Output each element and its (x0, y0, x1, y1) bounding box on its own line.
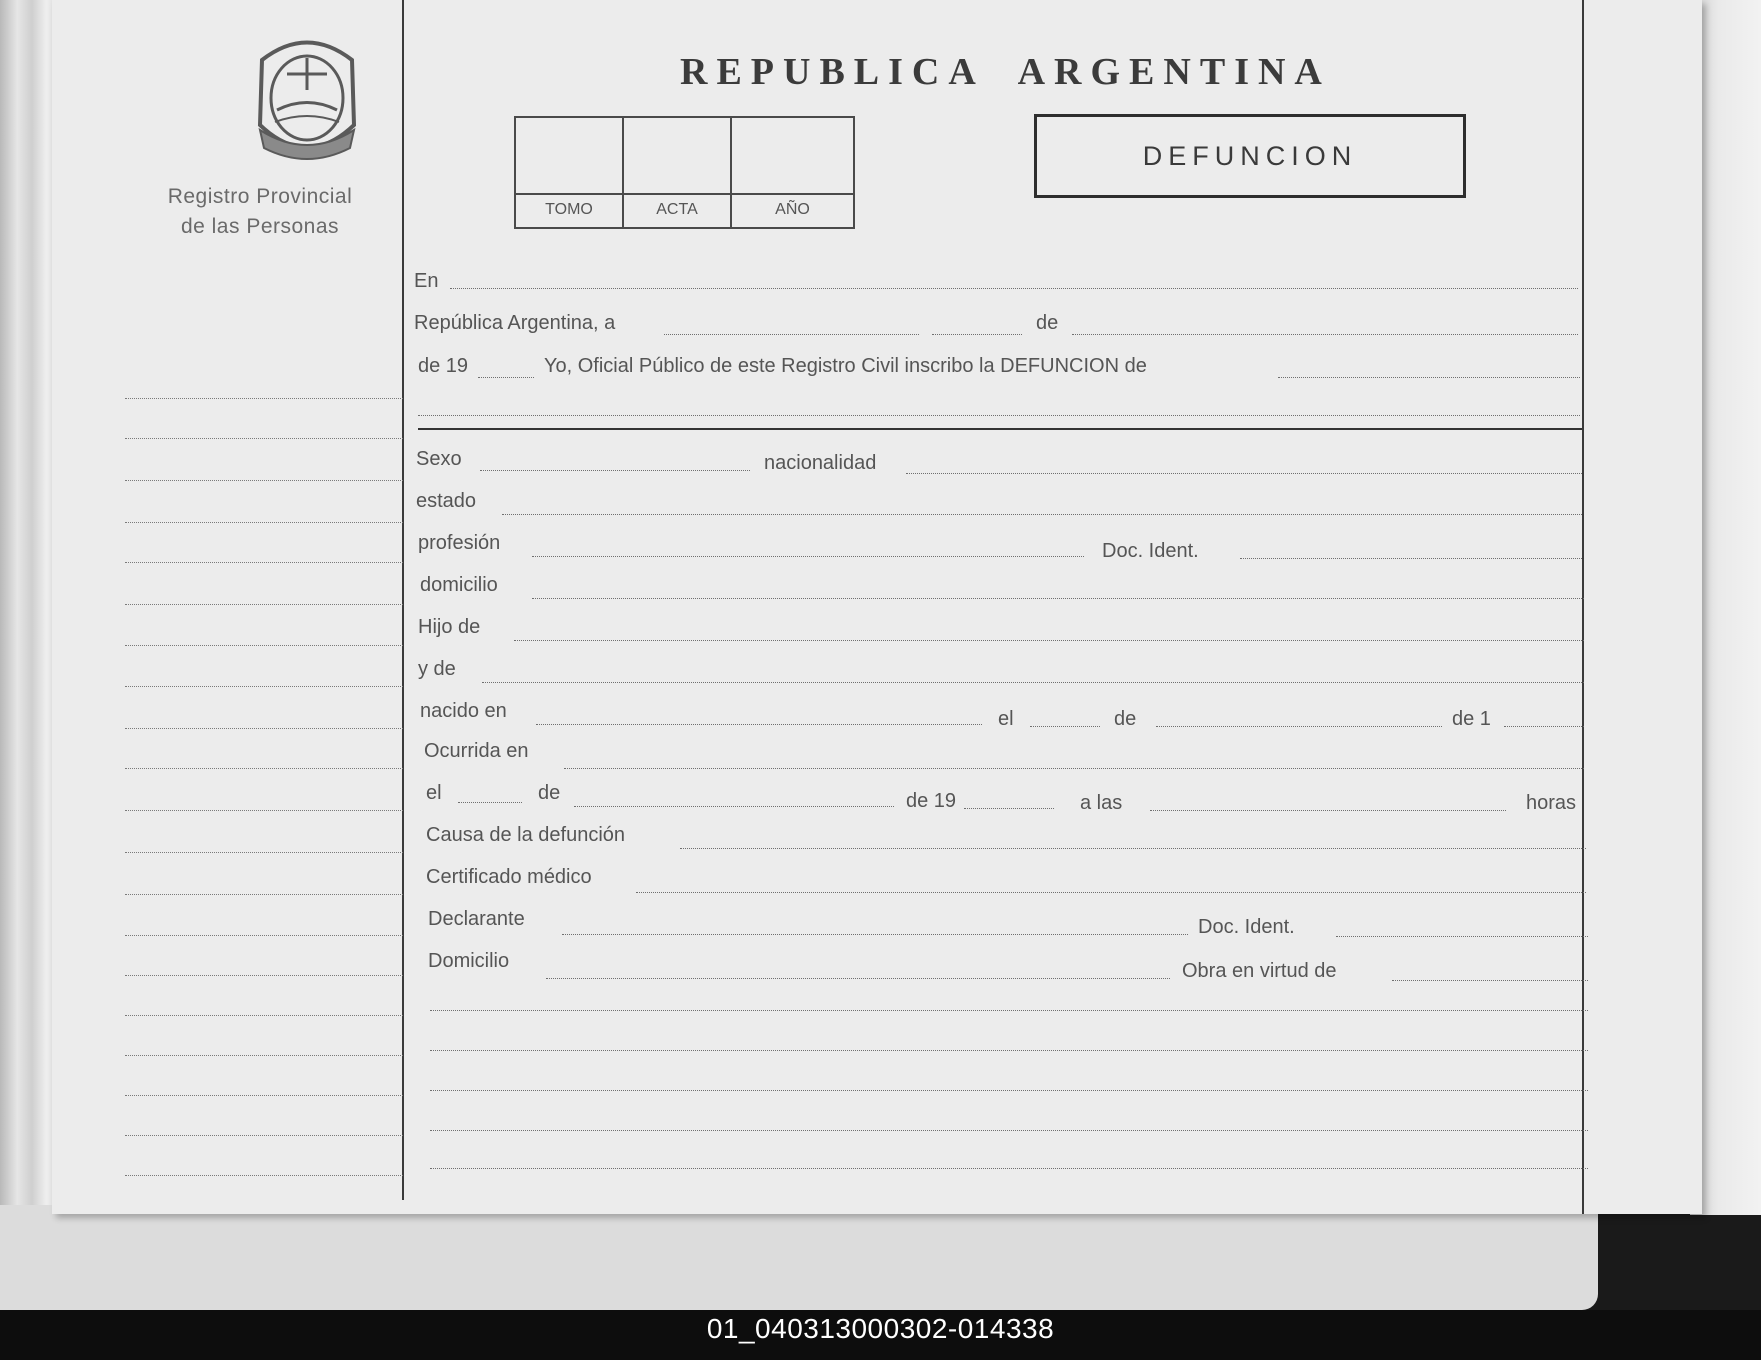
label-de: de (1036, 312, 1059, 334)
row-oficial (414, 355, 1580, 385)
blank-nacionalidad[interactable] (906, 473, 1582, 474)
death-certificate-form (52, 0, 1702, 1214)
label-de-1: de 1 (1452, 708, 1491, 730)
label-nacionalidad: nacionalidad (764, 452, 877, 474)
row-certificado (426, 866, 1586, 896)
blank-day[interactable] (664, 334, 919, 335)
margin-line (125, 1055, 403, 1056)
blank-line[interactable] (430, 1010, 1588, 1011)
registry-name-line1: Registro Provincial (167, 185, 353, 208)
label-nacido-en: nacido en (420, 700, 507, 722)
row-en (414, 270, 1580, 300)
blank-hour[interactable] (1150, 810, 1506, 811)
label-profesion: profesión (418, 532, 501, 554)
label-el: el (998, 708, 1014, 730)
label-hijo-de: Hijo de (418, 616, 481, 638)
blank-estado[interactable] (502, 514, 1582, 515)
image-file-id: 01_040313000302-014338 (706, 1313, 1055, 1344)
book-spine-edge (0, 0, 58, 1205)
blank-birthplace[interactable] (536, 724, 982, 725)
row-profesion (418, 532, 1584, 562)
record-type-label: DEFUNCION (1142, 141, 1358, 171)
margin-line (125, 1175, 403, 1176)
section-rule (418, 428, 1582, 430)
provincial-seal-icon (242, 30, 372, 170)
label-obra: Obra en virtud de (1182, 960, 1337, 982)
margin-line (125, 604, 403, 605)
margin-line (125, 810, 403, 811)
label-de-2: de (538, 782, 561, 804)
acta-label: ACTA (624, 193, 730, 227)
right-border (1582, 0, 1584, 1214)
blank-deceased-name[interactable] (1278, 377, 1580, 378)
margin-line (125, 852, 403, 853)
label-a-las: a las (1080, 792, 1123, 814)
margin-line (125, 522, 403, 523)
row-nacido (420, 700, 1584, 730)
label-declarante: Declarante (428, 908, 525, 930)
blank-sexo[interactable] (480, 470, 750, 471)
blank-doc-ident[interactable] (1240, 558, 1582, 559)
blank-month[interactable] (1072, 334, 1578, 335)
blank-birth-year[interactable] (1504, 726, 1584, 727)
row-domicilio-2 (428, 950, 1588, 980)
blank-obra[interactable] (1392, 980, 1588, 981)
blank-death-year[interactable] (964, 808, 1054, 809)
tomo-cell[interactable] (516, 118, 624, 227)
record-type-box (1034, 114, 1466, 198)
blank-domicilio-2[interactable] (546, 978, 1170, 979)
row-date (414, 312, 1580, 342)
row-sexo (416, 448, 1582, 478)
margin-line (125, 975, 403, 976)
row-y-de (418, 658, 1584, 688)
row-ocurrida (424, 740, 1584, 770)
label-doc-ident-2: Doc. Ident. (1198, 916, 1295, 938)
blank-death-place[interactable] (564, 768, 1584, 769)
label-certificado: Certificado médico (426, 866, 592, 888)
tomo-label: TOMO (516, 193, 622, 227)
row-name-continued (418, 395, 1580, 425)
margin-line (125, 1135, 403, 1136)
blank-doc-ident-2[interactable] (1336, 936, 1588, 937)
margin-line (125, 894, 403, 895)
margin-line (125, 438, 403, 439)
blank-birth-month[interactable] (1156, 726, 1442, 727)
label-ocurrida-en: Ocurrida en (424, 740, 529, 762)
label-doc-ident: Doc. Ident. (1102, 540, 1199, 562)
label-domicilio: domicilio (420, 574, 498, 596)
row-causa (426, 824, 1586, 854)
label-estado: estado (416, 490, 477, 512)
anio-label: AÑO (732, 193, 853, 227)
margin-divider (402, 0, 404, 1200)
blank-certificado[interactable] (636, 892, 1586, 893)
blank-name-continued[interactable] (418, 415, 1580, 416)
blank-line[interactable] (430, 1090, 1588, 1091)
blank-death-day[interactable] (458, 802, 522, 803)
row-hijo-de (418, 616, 1584, 646)
margin-line (125, 1015, 403, 1016)
label-de19: de 19 (418, 355, 469, 377)
blank-line[interactable] (430, 1050, 1588, 1051)
label-causa: Causa de la defunción (426, 824, 626, 846)
blank-month-a[interactable] (932, 334, 1022, 335)
label-en: En (414, 270, 439, 292)
acta-cell[interactable] (624, 118, 732, 227)
label-el-2: el (426, 782, 442, 804)
blank-domicilio[interactable] (532, 598, 1584, 599)
blank-line[interactable] (430, 1168, 1588, 1169)
blank-death-month[interactable] (574, 806, 894, 807)
row-death-date (426, 782, 1586, 812)
label-de: de (1114, 708, 1137, 730)
row-estado (416, 490, 1582, 520)
margin-line (125, 480, 403, 481)
row-domicilio (420, 574, 1584, 604)
label-yo-oficial: Yo, Oficial Público de este Registro Civil inscribo la DEFUNCION de (544, 355, 1147, 377)
label-domicilio-2: Domicilio (428, 950, 510, 972)
blank-causa[interactable] (680, 848, 1586, 849)
blank-mother[interactable] (482, 682, 1584, 683)
margin-line (125, 645, 403, 646)
margin-line (125, 728, 403, 729)
blank-line[interactable] (430, 1130, 1588, 1131)
blank-year[interactable] (478, 377, 534, 378)
blank-father[interactable] (514, 640, 1584, 641)
margin-line (125, 768, 403, 769)
registry-name-line2: de las Personas (180, 215, 340, 238)
anio-cell[interactable] (732, 118, 853, 227)
blank-profesion[interactable] (532, 556, 1084, 557)
blank-birth-day[interactable] (1030, 726, 1100, 727)
margin-line (125, 686, 403, 687)
label-de-19: de 19 (906, 790, 957, 812)
blank-declarante[interactable] (562, 934, 1188, 935)
margin-line (125, 398, 403, 399)
blank-en[interactable] (450, 288, 1578, 289)
label-republica: República Argentina, a (414, 312, 616, 334)
label-sexo: Sexo (416, 448, 462, 470)
row-declarante (428, 908, 1588, 938)
label-y-de: y de (418, 658, 456, 680)
margin-line (125, 562, 403, 563)
label-horas: horas (1526, 792, 1577, 814)
margin-line (125, 1095, 403, 1096)
page-title: REPUBLICA ARGENTINA (680, 51, 1331, 93)
record-reference-boxes (514, 116, 855, 229)
margin-line (125, 935, 403, 936)
